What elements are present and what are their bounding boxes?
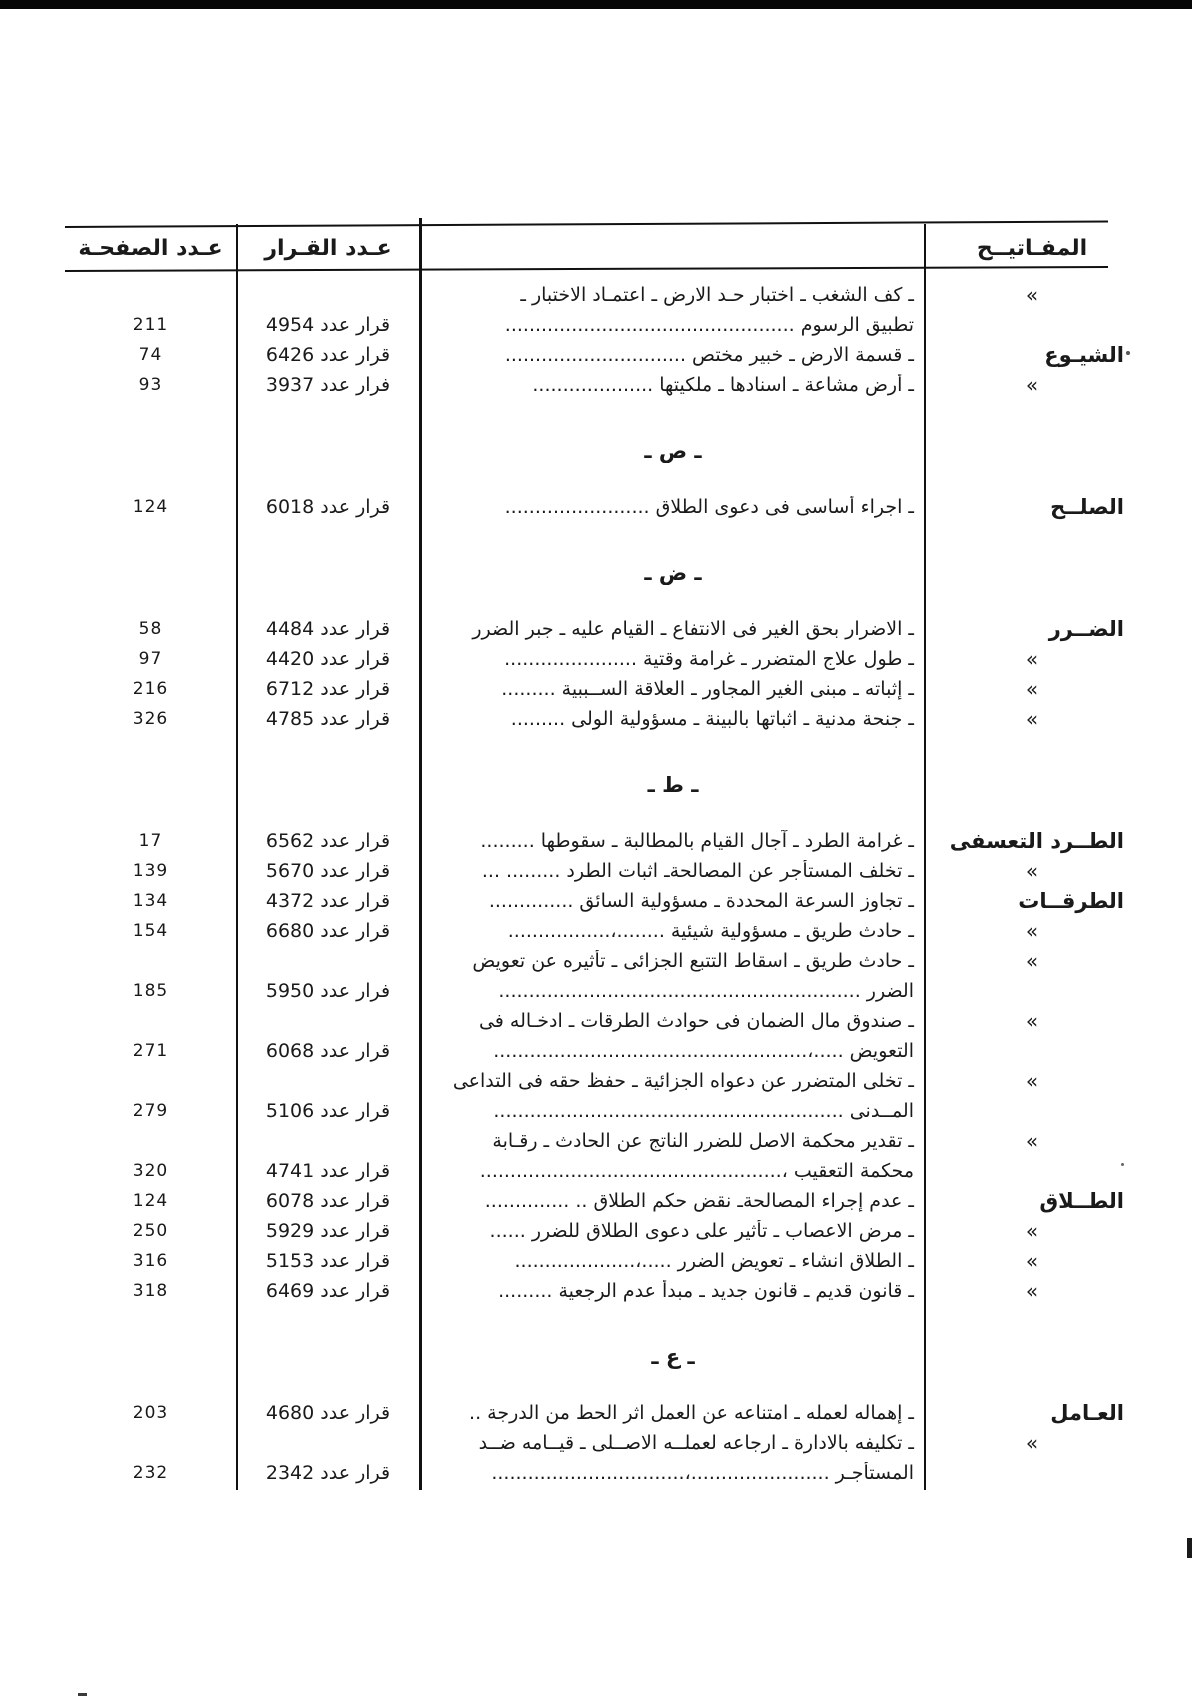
decision-number-cell: قرار عدد 4372 (265, 890, 391, 912)
index-row (65, 1458, 1140, 1488)
keyword-cell: » (1025, 647, 1039, 671)
decision-number-cell: فرار عدد 5950 (265, 980, 391, 1002)
page-number-cell: 326 (132, 709, 169, 729)
page-number-cell: 216 (132, 679, 169, 699)
page-number-cell: 316 (132, 1251, 169, 1271)
keyword-cell: الصلــح (1050, 495, 1124, 519)
subject-cell: ـ الطلاق انشاء ـ تعويض الضرر .....،.................... (514, 1250, 914, 1272)
index-row (65, 310, 1140, 340)
section-divider-row (65, 770, 1140, 800)
keyword-cell: » (1025, 859, 1039, 883)
index-table-body (65, 272, 1140, 1488)
keyword-cell: » (1025, 1279, 1039, 1303)
index-row (65, 886, 1140, 916)
page-number-cell: 154 (132, 921, 169, 941)
index-row (65, 674, 1140, 704)
index-row (65, 340, 1140, 370)
subject-cell: ـ تخلف المستأجر عن المصالحةـ اثبات الطرد ......... ... (481, 860, 914, 882)
index-row (65, 644, 1140, 674)
index-row (65, 1276, 1140, 1306)
keyword-cell: » (1025, 373, 1039, 397)
decision-number-cell: فرار عدد 3937 (265, 374, 391, 396)
index-row (65, 1156, 1140, 1186)
subject-cell: ـ حادث طريق ـ اسقاط التتبع الجزائى ـ تأثيره عن تعويض (472, 950, 914, 972)
subject-cell: ـ اجراء أساسى فى دعوى الطلاق ........................ (504, 496, 914, 518)
index-row (65, 614, 1140, 644)
keyword-cell: الطــلاق (1039, 1189, 1124, 1213)
keyword-cell: » (1025, 1069, 1039, 1093)
section-divider-row (65, 558, 1140, 588)
page-number-cell: 17 (138, 831, 163, 851)
subject-cell: ـ قسمة الارض ـ خبير مختص .............................. (504, 344, 914, 366)
page-number-cell: 124 (132, 497, 169, 517)
keyword-cell: » (1025, 677, 1039, 701)
page-number-cell: 74 (138, 345, 163, 365)
section-divider-row (65, 436, 1140, 466)
header-keys: المفـاتيــح (976, 235, 1088, 261)
subject-cell: ـ تقدير محكمة الاصل للضرر الناتج عن الحادث ـ رقـابة (492, 1130, 914, 1152)
index-row (65, 1066, 1140, 1096)
page-number-cell: 97 (138, 649, 163, 669)
index-row (65, 1398, 1140, 1428)
keyword-cell: » (1025, 283, 1039, 307)
scan-speck (78, 1693, 87, 1696)
keyword-cell: » (1025, 919, 1039, 943)
subject-cell: ـ إهماله لعمله ـ امتناعه عن العمل اثر الحط من الدرجة .. (469, 1402, 914, 1424)
page-number-cell: 320 (132, 1161, 169, 1181)
subject-cell: المــدنى .......................................................... (493, 1100, 914, 1122)
index-row (65, 1246, 1140, 1276)
subject-cell: ـ طول علاج المتضرر ـ غرامة وقتية ...................... (504, 648, 914, 670)
divider-letter: ـ ض ـ (644, 561, 702, 585)
page-number-cell: 134 (132, 891, 169, 911)
keyword-cell: الطرقــات (1018, 889, 1124, 913)
page-number-cell: 232 (132, 1463, 169, 1483)
index-row (65, 1126, 1140, 1156)
decision-number-cell: قرار عدد 4785 (265, 708, 391, 730)
subject-cell: التعويض .....،.................................................... (493, 1040, 914, 1062)
divider-letter: ـ ص ـ (644, 439, 702, 463)
header-page-count: عـدد الصفحـة (78, 235, 223, 261)
subject-cell: ـ مرض الاعصاب ـ تأثير على دعوى الطلاق للضرر ...... (489, 1220, 914, 1242)
page-number-cell: 58 (138, 619, 163, 639)
decision-number-cell: قرار عدد 6712 (265, 678, 391, 700)
decision-number-cell: قرار عدد 4954 (265, 314, 391, 336)
decision-number-cell: قرار عدد 4680 (265, 1402, 391, 1424)
decision-number-cell: قرار عدد 6018 (265, 496, 391, 518)
page-number-cell: 203 (132, 1403, 169, 1423)
subject-cell: ـ حادث طريق ـ مسؤولية شيئية ........،................. (507, 920, 914, 942)
subject-cell: ـ كف الشغب ـ اختبار حـد الارض ـ اعتمـاد الاختبار ـ (520, 284, 914, 306)
divider-letter: ـ ع ـ (651, 1345, 695, 1369)
keyword-cell: » (1025, 1431, 1039, 1455)
decision-number-cell: قرار عدد 6078 (265, 1190, 391, 1212)
decision-number-cell: قرار عدد 6068 (265, 1040, 391, 1062)
page-number-cell: 139 (132, 861, 169, 881)
index-row (65, 916, 1140, 946)
page-number-cell: 185 (132, 981, 169, 1001)
keyword-cell: » (1025, 707, 1039, 731)
subject-cell: الضرر ............................................................ (498, 980, 914, 1002)
subject-cell: ـ تجاوز السرعة المحددة ـ مسؤولية السائق .............. (488, 890, 914, 912)
page-number-cell: 93 (138, 375, 163, 395)
decision-number-cell: قرار عدد 5106 (265, 1100, 391, 1122)
decision-number-cell: قرار عدد 4484 (265, 618, 391, 640)
index-row (65, 370, 1140, 400)
keyword-cell: الضــرر (1048, 617, 1124, 641)
index-row (65, 1216, 1140, 1246)
index-row (65, 280, 1140, 310)
keyword-cell: » (1025, 1219, 1039, 1243)
page-number-cell: 211 (132, 315, 169, 335)
subject-cell: ـ صندوق مال الضمان فى حوادث الطرقات ـ ادخـاله فى (478, 1010, 914, 1032)
subject-cell: ـ أرض مشاعة ـ اسنادها ـ ملكيتها .................... (532, 374, 914, 396)
decision-number-cell: قرار عدد 6680 (265, 920, 391, 942)
header-decision-number: عـدد القـرار (264, 235, 392, 261)
index-row (65, 1186, 1140, 1216)
subject-cell: محكمة التعقيب ،.................................................. (479, 1160, 914, 1182)
keyword-cell: » (1025, 1249, 1039, 1273)
index-row (65, 946, 1140, 976)
decision-number-cell: قرار عدد 5153 (265, 1250, 391, 1272)
index-row (65, 704, 1140, 734)
keyword-cell: الطــرد التعسفى (949, 829, 1124, 853)
decision-number-cell: قرار عدد 5929 (265, 1220, 391, 1242)
index-row (65, 1096, 1140, 1126)
subject-cell: ـ عدم إجراء المصالحةـ نقض حكم الطلاق .. .............. (484, 1190, 914, 1212)
section-divider-row (65, 1342, 1140, 1372)
subject-cell: ـ غرامة الطرد ـ آجال القيام بالمطالبة ـ سقوطها ......... (480, 830, 914, 852)
index-row (65, 1006, 1140, 1036)
index-row (65, 976, 1140, 1006)
keyword-cell: العـامل (1050, 1401, 1124, 1425)
subject-cell: ـ جنحة مدنية ـ اثباتها بالبينة ـ مسؤولية الولى ......... (510, 708, 914, 730)
scan-edge-strip (0, 0, 1192, 9)
page-number-cell: 271 (132, 1041, 169, 1061)
keyword-cell: » (1025, 949, 1039, 973)
decision-number-cell: قرار عدد 6562 (265, 830, 391, 852)
subject-cell: ـ تخلى المتضرر عن دعواه الجزائية ـ حفظ حقه فى التداعى (452, 1070, 914, 1092)
index-row (65, 1428, 1140, 1458)
subject-cell: ـ تكليفه بالادارة ـ ارجاعه لعملــه الاصــلى ـ قيــامه ضــد (478, 1432, 914, 1454)
subject-cell: ـ إثباته ـ مبنى الغير المجاور ـ العلاقة الســببية ......... (501, 678, 914, 700)
decision-number-cell: قرار عدد 6469 (265, 1280, 391, 1302)
keyword-cell: الشيـوع (1044, 343, 1124, 367)
index-row (65, 856, 1140, 886)
page-number-cell: 250 (132, 1221, 169, 1241)
decision-number-cell: قرار عدد 4420 (265, 648, 391, 670)
index-row (65, 492, 1140, 522)
subject-cell: تطبيق الرسوم ................................................ (504, 314, 914, 336)
decision-number-cell: قرار عدد 6426 (265, 344, 391, 366)
index-row (65, 826, 1140, 856)
subject-cell: ـ قانون قديم ـ قانون جديد ـ مبدأ عدم الرجعية ......... (498, 1280, 914, 1302)
scan-edge-tick (1187, 1538, 1192, 1558)
decision-number-cell: قرار عدد 2342 (265, 1462, 391, 1484)
decision-number-cell: قرار عدد 4741 (265, 1160, 391, 1182)
page-number-cell: 279 (132, 1101, 169, 1121)
subject-cell: ـ الاضرار بحق الغير فى الانتفاع ـ القيام عليه ـ جبر الضرر (472, 618, 914, 640)
keyword-cell: » (1025, 1009, 1039, 1033)
page-number-cell: 124 (132, 1191, 169, 1211)
subject-cell: المستأجـر .......................،................................ (491, 1462, 914, 1484)
page-number-cell: 318 (132, 1281, 169, 1301)
index-row (65, 1036, 1140, 1066)
decision-number-cell: قرار عدد 5670 (265, 860, 391, 882)
divider-letter: ـ ط ـ (647, 773, 699, 797)
keyword-cell: » (1025, 1129, 1039, 1153)
